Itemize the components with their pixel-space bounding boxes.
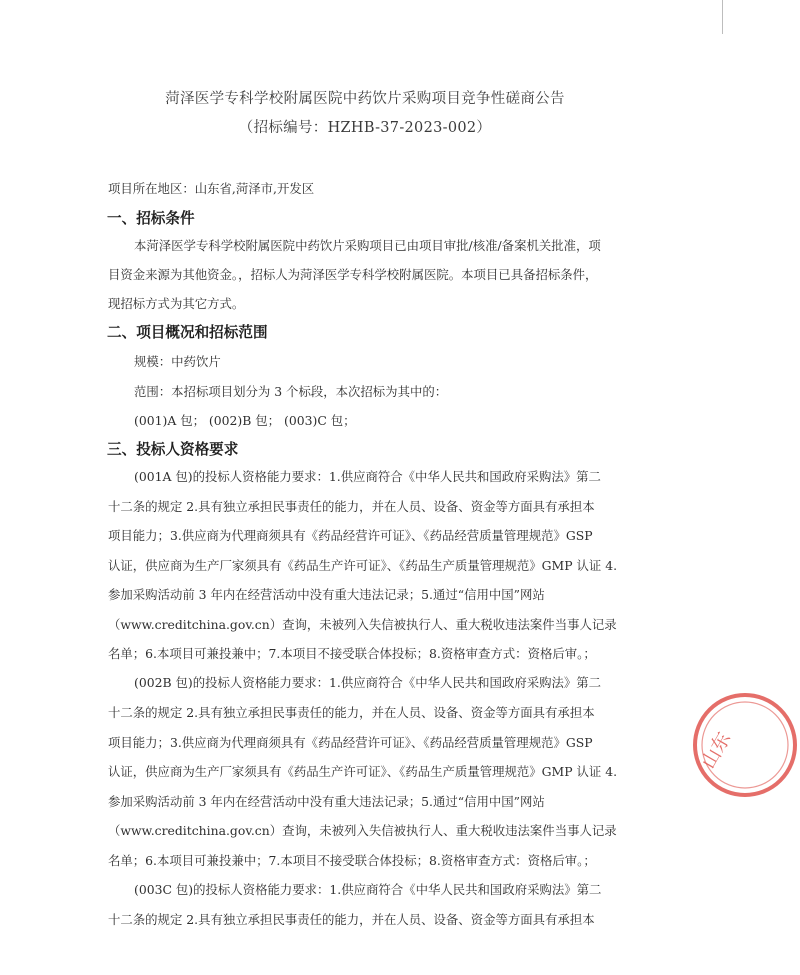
paragraph-line: 范围：本招标项目划分为 3 个标段，本次招标为其中的： bbox=[134, 384, 448, 399]
document-subtitle: （招标编号：HZHB-37-2023-002） bbox=[238, 120, 492, 136]
paragraph-line: 十二条的规定 2.具有独立承担民事责任的能力，并在人员、设备、资金等方面具有承担本 bbox=[108, 912, 595, 927]
section-heading-1: 一、招标条件 bbox=[107, 210, 195, 227]
paragraph-line: 本菏泽医学专科学校附属医院中药饮片采购项目已由项目审批/核准/备案机关批准，项 bbox=[134, 238, 601, 253]
paragraph-line: (003C 包)的投标人资格能力要求：1.供应商符合《中华人民共和国政府采购法》第二 bbox=[134, 882, 602, 897]
seal-lettering: 山东 bbox=[697, 728, 736, 773]
paragraph-line: 规模：中药饮片 bbox=[134, 354, 221, 369]
paragraph-line: 十二条的规定 2.具有独立承担民事责任的能力，并在人员、设备、资金等方面具有承担本 bbox=[108, 499, 595, 514]
official-seal-stamp bbox=[690, 690, 800, 800]
paragraph-line: 现招标方式为其它方式。 bbox=[108, 296, 245, 311]
project-location: 项目所在地区：山东省,菏泽市,开发区 bbox=[108, 181, 315, 196]
paragraph-line: 十二条的规定 2.具有独立承担民事责任的能力，并在人员、设备、资金等方面具有承担本 bbox=[108, 705, 595, 720]
document-title: 菏泽医学专科学校附属医院中药饮片采购项目竞争性磋商公告 bbox=[165, 91, 565, 107]
paragraph-line: 认证，供应商为生产厂家须具有《药品生产许可证》、《药品生产质量管理规范》GMP 认证 4. bbox=[108, 558, 618, 573]
section-heading-2: 二、项目概况和招标范围 bbox=[107, 324, 268, 341]
paragraph-line: （www.creditchina.gov.cn）查询，未被列入失信被执行人、重大税收违法案件当事人记录 bbox=[108, 617, 617, 632]
page-edge-line bbox=[722, 0, 723, 34]
paragraph-line: 名单；6.本项目可兼投兼中；7.本项目不接受联合体投标；8.资格审查方式：资格后审。； bbox=[108, 646, 596, 661]
paragraph-line: 名单；6.本项目可兼投兼中；7.本项目不接受联合体投标；8.资格审查方式：资格后审。； bbox=[108, 853, 596, 868]
paragraph-line: 认证，供应商为生产厂家须具有《药品生产许可证》、《药品生产质量管理规范》GMP 认证 4. bbox=[108, 764, 618, 779]
paragraph-line: (002B 包)的投标人资格能力要求：1.供应商符合《中华人民共和国政府采购法》第二 bbox=[134, 675, 602, 690]
paragraph-line: 项目能力；3.供应商为代理商须具有《药品经营许可证》、《药品经营质量管理规范》GSP bbox=[108, 735, 593, 750]
paragraph-line: 项目能力；3.供应商为代理商须具有《药品经营许可证》、《药品经营质量管理规范》GSP bbox=[108, 528, 593, 543]
paragraph-line: (001)A 包； (002)B 包； (003)C 包； bbox=[134, 413, 356, 428]
paragraph-line: 参加采购活动前 3 年内在经营活动中没有重大违法记录；5.通过“信用中国”网站 bbox=[108, 587, 545, 602]
section-heading-3: 三、投标人资格要求 bbox=[107, 441, 239, 458]
paragraph-line: （www.creditchina.gov.cn）查询，未被列入失信被执行人、重大税收违法案件当事人记录 bbox=[108, 823, 617, 838]
paragraph-line: 目资金来源为其他资金。，招标人为菏泽医学专科学校附属医院。本项目已具备招标条件， bbox=[108, 267, 598, 282]
paragraph-line: (001A 包)的投标人资格能力要求：1.供应商符合《中华人民共和国政府采购法》第二 bbox=[134, 469, 601, 484]
paragraph-line: 参加采购活动前 3 年内在经营活动中没有重大违法记录；5.通过“信用中国”网站 bbox=[108, 794, 545, 809]
